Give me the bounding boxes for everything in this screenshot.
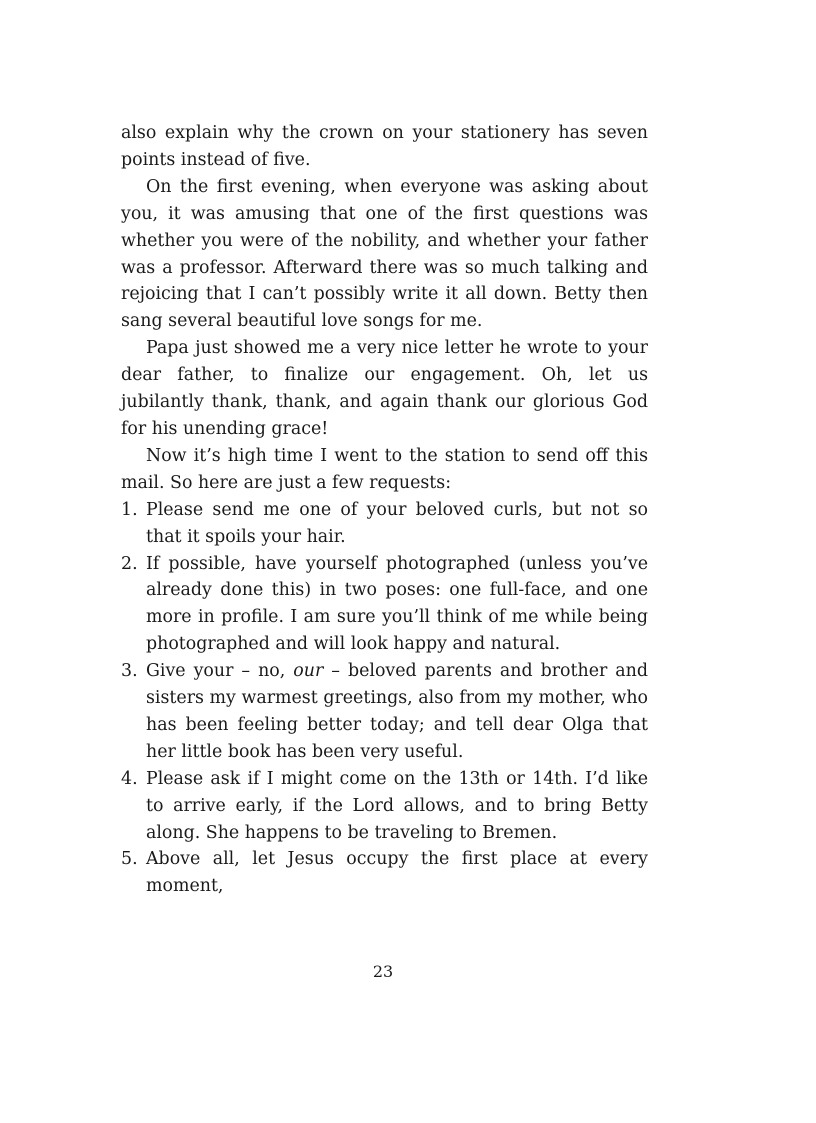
list-item-number: 3.: [121, 661, 138, 682]
paragraph-requests-intro: Now it’s high time I went to the station to send off this mail. So here are just a few requests:: [121, 445, 648, 493]
paragraph-continuation: also explain why the crown on your stationery has seven points instead of five.: [121, 123, 648, 170]
list-item-text: Please send me one of your beloved curls, but not so that it spoils your hair.: [146, 499, 648, 547]
list-item-text-post: – beloved parents and brother and sisters my warmest greetings, also from my mother, who has been feeling better today; and tell dear Olga that her little book has been very useful.: [146, 661, 648, 762]
paragraph-first-evening: On the first evening, when everyone was asking about you, it was amusing that one of the first questions was whether you were of the nobility, and whether your father was a professor. Afterward there was so much talking and rejoicing that I can’t possibly write it all down. Betty then sang several beautiful love songs for me.: [121, 176, 648, 332]
list-item-text: Please ask if I might come on the 13th or 14th. I’d like to arrive early, if the Lord allows, and to bring Betty along. She happens to be traveling to Bremen.: [146, 768, 648, 843]
list-item: [121, 846, 648, 900]
requests-list: [121, 497, 648, 901]
list-item-emphasis: our: [293, 661, 324, 682]
list-item-text: Above all, let Jesus occupy the first place at every moment,: [146, 849, 648, 897]
list-item-number: 2.: [121, 553, 138, 574]
list-item: [121, 551, 648, 659]
list-item-number: 4.: [121, 768, 138, 789]
list-item: [121, 658, 648, 766]
list-item-number: 1.: [121, 499, 138, 520]
paragraph-papa-letter: Papa just showed me a very nice letter he wrote to your dear father, to finalize our engagement. Oh, let us jubilantly thank, thank, and again thank our glorious God for his unending grace!: [121, 338, 648, 439]
list-item-number: 5.: [121, 849, 138, 870]
list-item: [121, 497, 648, 551]
list-item: [121, 766, 648, 847]
list-item-text: If possible, have yourself photographed (unless you’ve already done this) in two poses: one full-face, and one more in profile. I am sure you’ll think of me while being photographed and will look happy and natural.: [146, 553, 648, 655]
body-text: [121, 120, 648, 900]
list-item-text-pre: Give your – no,: [146, 661, 294, 682]
page-number: 23: [372, 962, 394, 981]
